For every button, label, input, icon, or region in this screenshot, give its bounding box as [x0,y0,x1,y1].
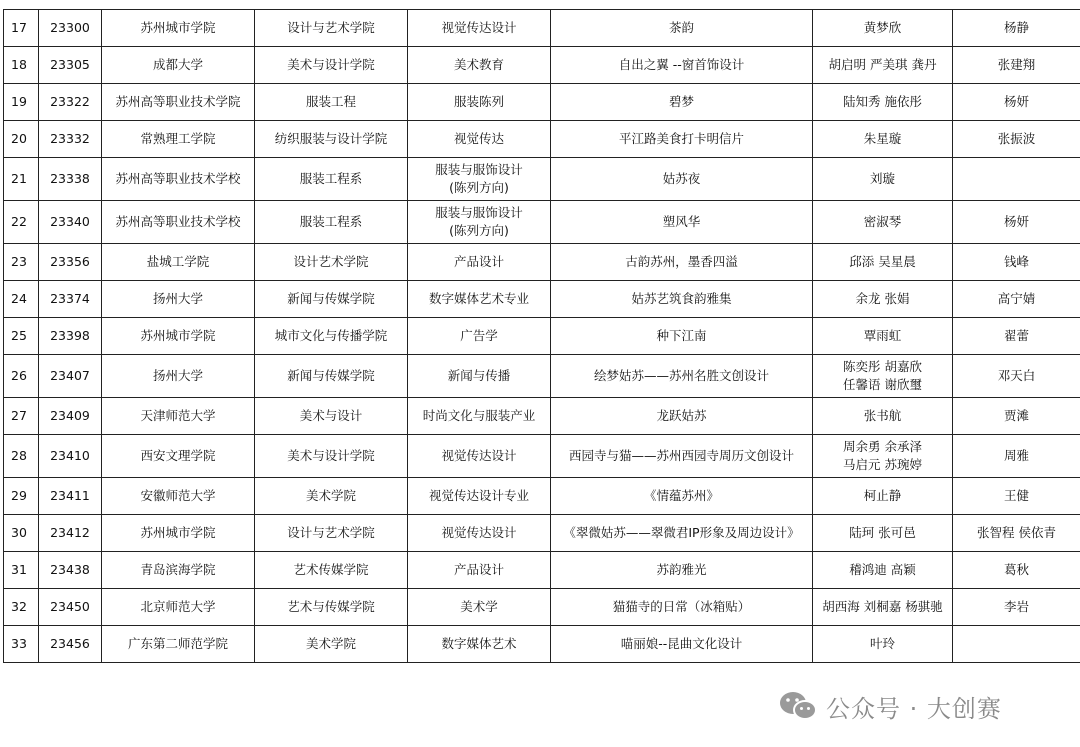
cell-no: 23 [4,244,39,281]
cell-teachers-line: 张建翔 [997,57,1036,72]
cell-school: 苏州城市学院 [102,318,255,355]
cell-authors [813,10,953,47]
cell-authors [813,355,953,398]
cell-id: 23398 [39,318,102,355]
cell-id: 23300 [39,10,102,47]
cell-no: 17 [4,10,39,47]
cell-teachers [953,201,1080,244]
cell-major-text: 服装与服饰设计 (陈列方向) [435,162,523,195]
table-row [4,435,1080,478]
cell-major: 服装陈列 [408,84,551,121]
cell-id: 23374 [39,281,102,318]
cell-no: 27 [4,398,39,435]
cell-teachers-line: 周雅 [1003,448,1029,463]
cell-authors-line: 陈奕彤 胡嘉欣 [843,359,922,374]
table-row [4,84,1080,121]
cell-id: 23322 [39,84,102,121]
cell-dept: 新闻与传媒学院 [255,355,408,398]
table-row [4,244,1080,281]
cell-authors-line: 覃雨虹 [863,328,902,343]
cell-work: 塑风华 [551,201,813,244]
cell-teachers-line: 张智程 侯依青 [977,525,1056,540]
cell-teachers [953,121,1080,158]
cell-school: 北京师范大学 [102,589,255,626]
cell-teachers-line: 葛秋 [1003,562,1029,577]
cell-authors [813,552,953,589]
cell-authors-line: 叶玲 [869,636,895,651]
cell-teachers [953,355,1080,398]
cell-no: 32 [4,589,39,626]
cell-authors-line: 朱星璇 [863,131,902,146]
cell-school: 苏州城市学院 [102,515,255,552]
cell-dept: 美术与设计学院 [255,47,408,84]
cell-teachers-line: 贾滩 [1003,408,1029,423]
cell-work: 龙跃姑苏 [551,398,813,435]
cell-school: 安徽师范大学 [102,478,255,515]
cell-major [408,201,551,244]
cell-major: 视觉传达 [408,121,551,158]
cell-no: 21 [4,158,39,201]
cell-id: 23338 [39,158,102,201]
cell-authors-line: 陆珂 张可邑 [849,525,916,540]
cell-work: 平江路美食打卡明信片 [551,121,813,158]
cell-school: 天津师范大学 [102,398,255,435]
cell-authors [813,589,953,626]
cell-dept: 设计与艺术学院 [255,10,408,47]
cell-no: 30 [4,515,39,552]
cell-authors-line: 黄梦欣 [863,20,902,35]
cell-no: 33 [4,626,39,663]
cell-work: 《翠微姑苏——翠微君IP形象及周边设计》 [551,515,813,552]
cell-major: 产品设计 [408,552,551,589]
watermark-text: 公众号 · 大创赛 [826,694,1002,723]
table-row [4,318,1080,355]
cell-dept: 美术学院 [255,626,408,663]
cell-authors-line: 胡启明 严美琪 龚丹 [828,57,937,72]
cell-major: 产品设计 [408,244,551,281]
cell-teachers [953,478,1080,515]
cell-dept: 美术与设计学院 [255,435,408,478]
cell-dept: 设计与艺术学院 [255,515,408,552]
cell-teachers [953,281,1080,318]
cell-school: 苏州高等职业技术学院 [102,84,255,121]
cell-major: 数字媒体艺术专业 [408,281,551,318]
cell-major: 视觉传达设计 [408,435,551,478]
cell-authors-line: 任馨语 谢欣璽 [843,377,922,392]
cell-major: 时尚文化与服装产业 [408,398,551,435]
cell-teachers-line: 翟蕾 [1003,328,1029,343]
cell-major [408,158,551,201]
cell-id: 23332 [39,121,102,158]
cell-teachers [953,552,1080,589]
cell-authors-line: 余龙 张娟 [855,291,910,306]
cell-teachers-line: 王健 [1003,488,1029,503]
cell-no: 25 [4,318,39,355]
table-row [4,515,1080,552]
cell-teachers-line: 杨静 [1003,20,1029,35]
cell-authors-line: 邱添 吴星晨 [849,254,916,269]
cell-dept: 艺术传媒学院 [255,552,408,589]
cell-id: 23411 [39,478,102,515]
cell-authors-line: 陆知秀 施依彤 [843,94,922,109]
cell-teachers [953,47,1080,84]
cell-authors [813,121,953,158]
cell-school: 苏州高等职业技术学校 [102,201,255,244]
cell-dept: 纺织服装与设计学院 [255,121,408,158]
cell-no: 22 [4,201,39,244]
cell-no: 31 [4,552,39,589]
cell-major: 广告学 [408,318,551,355]
cell-authors [813,435,953,478]
cell-major: 视觉传达设计 [408,515,551,552]
cell-teachers-line: 杨妍 [1003,94,1029,109]
table-row [4,47,1080,84]
cell-authors [813,84,953,121]
cell-teachers-line: 杨妍 [1003,214,1029,229]
cell-school: 盐城工学院 [102,244,255,281]
cell-dept: 美术学院 [255,478,408,515]
cell-teachers-line: 钱峰 [1003,254,1029,269]
watermark [778,686,1058,726]
cell-no: 18 [4,47,39,84]
cell-authors-line: 柯止静 [863,488,902,503]
cell-major-text: 服装与服饰设计 (陈列方向) [435,205,523,238]
cell-teachers [953,589,1080,626]
table-row [4,281,1080,318]
cell-teachers-line: 李岩 [1003,599,1029,614]
table-row [4,626,1080,663]
cell-work: 姑苏夜 [551,158,813,201]
cell-work: 苏韵雅光 [551,552,813,589]
cell-id: 23409 [39,398,102,435]
cell-major: 视觉传达设计专业 [408,478,551,515]
cell-id: 23412 [39,515,102,552]
table-row [4,201,1080,244]
cell-authors-line: 马启元 苏琬婷 [843,457,922,472]
cell-work: 绘梦姑苏——苏州名胜文创设计 [551,355,813,398]
cell-authors [813,626,953,663]
cell-no: 24 [4,281,39,318]
cell-id: 23340 [39,201,102,244]
cell-major: 视觉传达设计 [408,10,551,47]
cell-dept: 美术与设计 [255,398,408,435]
cell-no: 28 [4,435,39,478]
cell-work: 茶韵 [551,10,813,47]
cell-no: 19 [4,84,39,121]
cell-work: 猫猫寺的日常（冰箱贴） [551,589,813,626]
cell-authors [813,244,953,281]
wechat-icon [778,689,818,723]
cell-major: 新闻与传播 [408,355,551,398]
cell-id: 23450 [39,589,102,626]
cell-school: 苏州高等职业技术学校 [102,158,255,201]
cell-school: 扬州大学 [102,355,255,398]
cell-school: 青岛滨海学院 [102,552,255,589]
cell-dept: 服装工程系 [255,201,408,244]
cell-school: 成都大学 [102,47,255,84]
cell-id: 23456 [39,626,102,663]
cell-teachers [953,626,1080,663]
cell-id: 23410 [39,435,102,478]
cell-authors [813,318,953,355]
cell-teachers [953,318,1080,355]
cell-dept: 新闻与传媒学院 [255,281,408,318]
cell-dept: 服装工程 [255,84,408,121]
cell-no: 20 [4,121,39,158]
cell-teachers-line: 邓天白 [997,368,1036,383]
cell-authors [813,281,953,318]
cell-id: 23356 [39,244,102,281]
cell-authors [813,478,953,515]
table-row [4,589,1080,626]
cell-dept: 艺术与传媒学院 [255,589,408,626]
cell-dept: 设计艺术学院 [255,244,408,281]
cell-id: 23407 [39,355,102,398]
cell-work: 喵丽娘--昆曲文化设计 [551,626,813,663]
table-row [4,158,1080,201]
cell-school: 常熟理工学院 [102,121,255,158]
cell-authors-line: 张书航 [863,408,902,423]
cell-authors [813,201,953,244]
results-table-container [3,9,1080,663]
cell-authors-line: 刘璇 [869,171,895,186]
cell-major: 美术学 [408,589,551,626]
cell-authors [813,158,953,201]
cell-major: 美术教育 [408,47,551,84]
cell-school: 苏州城市学院 [102,10,255,47]
cell-work: 自出之翼 --窗首饰设计 [551,47,813,84]
cell-major: 数字媒体艺术 [408,626,551,663]
cell-work: 西园寺与猫——苏州西园寺周历文创设计 [551,435,813,478]
cell-no: 29 [4,478,39,515]
table-row [4,398,1080,435]
cell-work: 古韵苏州，墨香四溢 [551,244,813,281]
cell-authors [813,47,953,84]
cell-dept: 城市文化与传播学院 [255,318,408,355]
cell-teachers [953,398,1080,435]
cell-work: 碧梦 [551,84,813,121]
cell-school: 扬州大学 [102,281,255,318]
cell-teachers-line: 高宁婧 [997,291,1036,306]
cell-teachers [953,84,1080,121]
cell-work: 种下江南 [551,318,813,355]
cell-teachers [953,435,1080,478]
cell-authors [813,515,953,552]
table-row [4,121,1080,158]
cell-authors-line: 密淑琴 [863,214,902,229]
cell-teachers [953,515,1080,552]
table-row [4,552,1080,589]
cell-teachers-line: 张振波 [997,131,1036,146]
cell-teachers [953,158,1080,201]
cell-authors [813,398,953,435]
table-row [4,355,1080,398]
cell-authors-line: 稽鸿迪 高颖 [849,562,916,577]
cell-authors-line: 周余勇 余承泽 [843,439,922,454]
cell-no: 26 [4,355,39,398]
results-table [3,9,1080,663]
cell-teachers [953,10,1080,47]
cell-id: 23438 [39,552,102,589]
cell-school: 西安文理学院 [102,435,255,478]
cell-id: 23305 [39,47,102,84]
cell-authors-line: 胡西海 刘桐嘉 杨骐驰 [822,599,943,614]
cell-work: 《情蕴苏州》 [551,478,813,515]
cell-work: 姑苏艺筑食韵雅集 [551,281,813,318]
table-body [4,10,1080,663]
table-row [4,10,1080,47]
cell-dept: 服装工程系 [255,158,408,201]
cell-teachers [953,244,1080,281]
cell-school: 广东第二师范学院 [102,626,255,663]
table-row [4,478,1080,515]
